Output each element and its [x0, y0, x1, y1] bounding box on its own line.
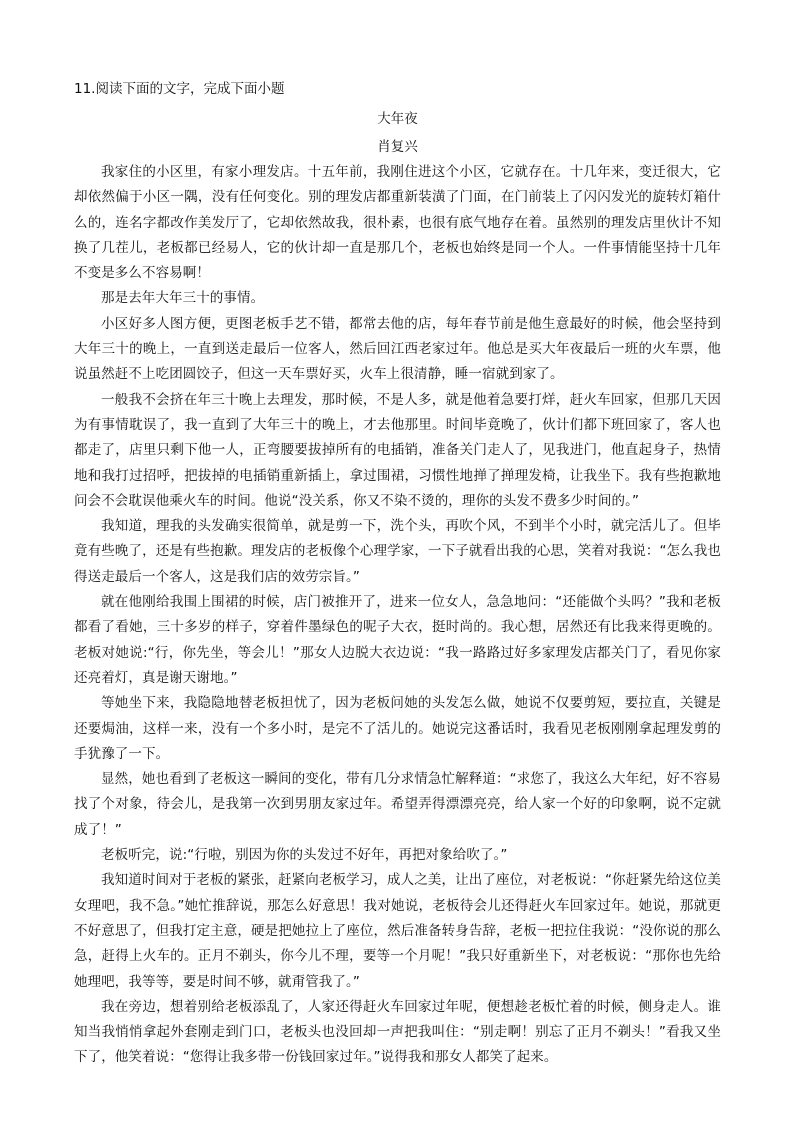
paragraph-1: 我家住的小区里，有家小理发店。十五年前，我刚住进这个小区，它就存在。十几年来，变迁很大，它却依然偏于小区一隅，没有任何变化。别的理发店都重新装潢了门面，在门前装上了闪闪发光的旋转灯箱什么的，连名字都改作美发厅了，它却依然故我，很朴素，也很有底气地存在着。虽然别的理发店里伙计不知换了几茬儿，老板都已经易人，它的伙计却一直是那几个，老板也始终是同一个人。一件事情能坚持十几年不变是多么不容易啊！ [74, 164, 721, 282]
paragraph-8: 显然，她也看到了老板这一瞬间的变化，带有几分求情急忙解释道：“求您了，我这么大年纪，好不容易找了个对象，待会儿，是我第一次到男朋友家过年。希望弄得漂漂亮亮，给人家一个好的印象啊，说不定就成了！” [74, 771, 721, 838]
document-page [74, 78, 721, 1071]
paragraph-11: 我在旁边，想着别给老板添乱了，人家还得赶火车回家过年呢，便想趁老板忙着的时候，侧身走人。谁知当我悄悄拿起外套刚走到门口，老板头也没回却一声把我叫住：“别走啊！别忘了正月不剃头！”看我又坐下了，他笑着说：“您得让我多带一份钱回家过年。”说得我和那女人都笑了起来。 [74, 998, 721, 1066]
paragraph-2: 那是去年大年三十的事情。 [101, 290, 265, 307]
article-author: 肖复兴 [377, 139, 418, 155]
paragraph-9: 老板听完，说:“行啦，别因为你的头发过不好年，再把对象给吹了。” [101, 847, 508, 864]
paragraph-3: 小区好多人图方便，更图老板手艺不错，都常去他的店，每年春节前是他生意最好的时候，他会坚持到大年三十的晚上，一直到送走最后一位客人，然后回江西老家过年。他总是买大年夜最后一班的火车票，他说虽然赶不上吃团圆饺子，但这一天车票好买，火车上很清静，睡一宿就到家了。 [74, 315, 721, 383]
paragraph-10: 我知道时间对于老板的紧张，赶紧向老板学习，成人之美，让出了座位，对老板说：“你赶紧先给这位美女理吧，我不急。”她忙推辞说，那怎么好意思！我对她说，老板待会儿还得赶火车回家过年。她说，那就更不好意思了，但我打定主意，硬是把她拉上了座位，然后准备转身告辞，老板一把拉住我说：“没你说的那么急，赶得上火车的。正月不剃头，你今儿不理，要等一个月呢！”我只好重新坐下，对老板说：“那你也先给她理吧，我等等，要是时间不够，就甭管我了。” [74, 872, 721, 990]
paragraph-7: 等她坐下来，我隐隐地替老板担忧了，因为老板问她的头发怎么做，她说不仅要剪短，要拉直，关键是还要焗油，这样一来，没有一个多小时，是完不了活儿的。她说完这番话时，我看见老板刚刚拿起理发剪的手犹豫了一下。 [74, 695, 721, 762]
article-title: 大年夜 [377, 111, 418, 127]
question-header: 11.阅读下面的文字，完成下面小题 [74, 81, 285, 97]
paragraph-4: 一般我不会挤在年三十晚上去理发，那时候，不是人多，就是他着急要打烊，赶火车回家，但那几天因为有事情耽误了，我一直到了大年三十的晚上，才去他那里。时间毕竟晚了，伙计们都下班回家了，客人也都走了，店里只剩下他一人，正弯腰要拔掉所有的电插销，准备关门走人了，见我进门，他直起身子，热情地和我打过招呼，把拔掉的电插销重新插上，拿过围裙，习惯性地掸了掸理发椅，让我坐下。我有些抱歉地问会不会耽误他乘火车的时间。他说“没关系，你又不染不烫的，理你的头发不费多少时间的。” [74, 391, 721, 509]
paragraph-5: 我知道，理我的头发确实很简单，就是剪一下，洗个头，再吹个风，不到半个小时，就完活儿了。但毕竟有些晚了，还是有些抱歉。理发店的老板像个心理学家，一下子就看出我的心思，笑着对我说：“怎么我也得送走最后一个客人，这是我们店的效劳宗旨。” [74, 518, 721, 585]
paragraph-6: 就在他刚给我围上围裙的时候，店门被推开了，进来一位女人，急急地问：“还能做个头吗？”我和老板都看了看她，三十多岁的样子，穿着件墨绿色的呢子大衣，挺时尚的。我心想，居然还有比我来得更晚的。老板对她说:“行，你先坐，等会儿！”那女人边脱大衣边说：“我一路路过好多家理发店都关门了，看见你家还亮着灯，真是谢天谢地。” [74, 594, 721, 686]
